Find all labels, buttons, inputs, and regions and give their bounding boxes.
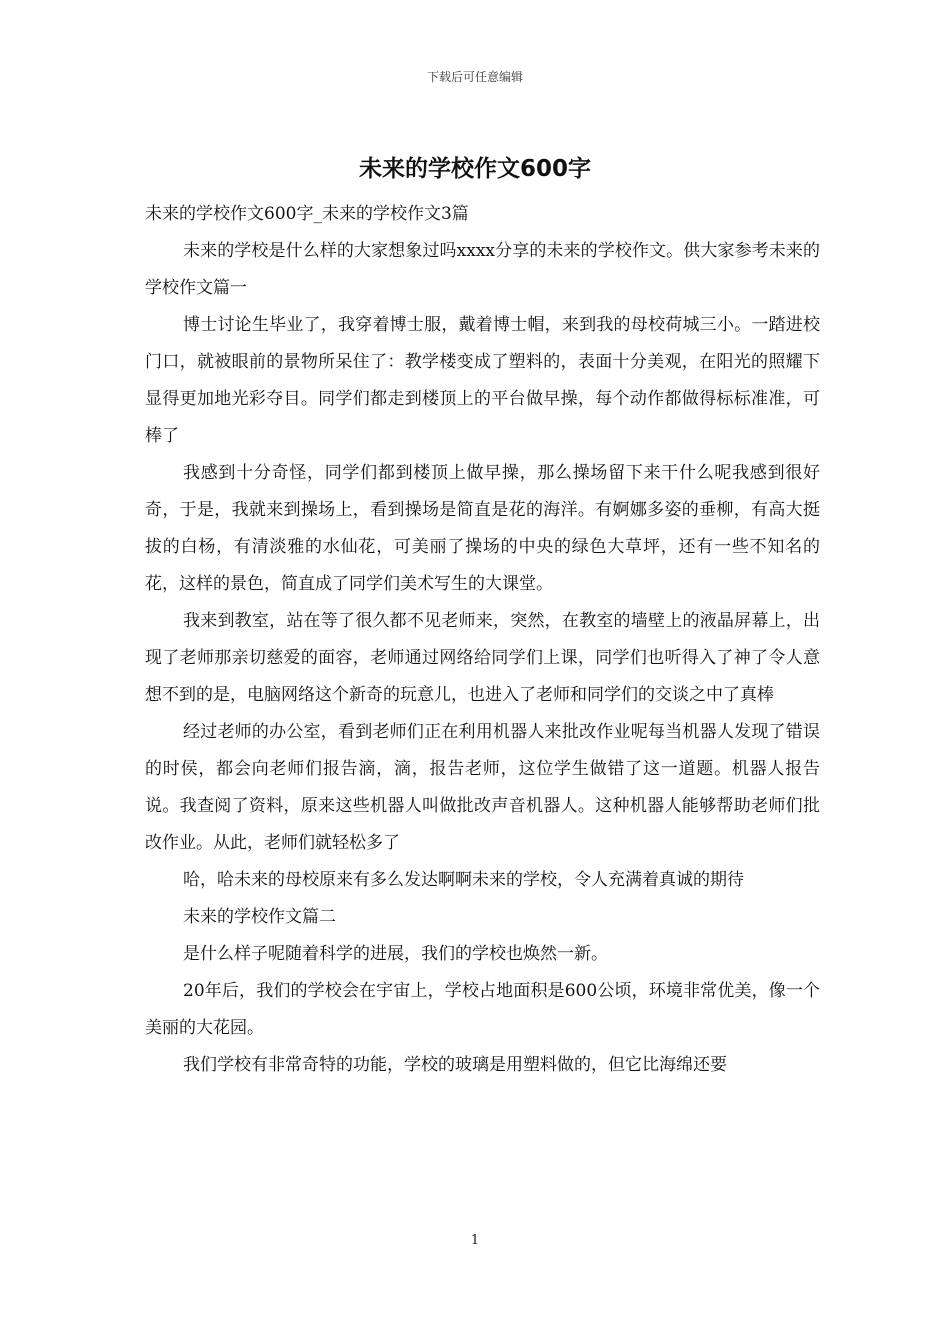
header-note: 下载后可任意编辑 xyxy=(426,70,523,84)
page-number: 1 xyxy=(470,1233,480,1248)
paragraph-essay-two-intro: 是什么样子呢随着科学的进展，我们的学校也焕然一新。 xyxy=(183,944,608,964)
paragraph-essay-two-features: 我们学校有非常奇特的功能，学校的玻璃是用塑料做的，但它比海绵还要 xyxy=(183,1055,727,1075)
paragraph-graduation: 博士讨论生毕业了，我穿着博士服，戴着博士帽，来到我的母校荷城三小。一踏进校门口，就被眼前的景物所呆住了：教学楼变成了塑料的，表面十分美观，在阳光的照耀下显得更加地光彩夺目。同学们都走到楼顶上的平台做早操，每个动作都做得标标准准，可棒了 xyxy=(145,315,820,446)
paragraph-playground: 我感到十分奇怪，同学们都到楼顶上做早操，那么操场留下来干什么呢我感到很好奇，于是，我就来到操场上，看到操场是简直是花的海洋。有婀娜多姿的垂柳，有高大挺拔的白杨，有清淡雅的水仙花，可美丽了操场的中央的绿色大草坪，还有一些不知名的花，这样的景色，简直成了同学们美术写生的大课堂。 xyxy=(145,463,820,594)
document-body xyxy=(145,196,820,1084)
paragraph-classroom: 我来到教室，站在等了很久都不见老师来，突然，在教室的墙壁上的液晶屏幕上，出现了老师那亲切慈爱的面容，老师通过网络给同学们上课，同学们也听得入了神了令人意想不到的是，电脑网络这个新奇的玩意儿，也进入了老师和同学们的交谈之中了真棒 xyxy=(145,611,820,705)
paragraph-conclusion: 哈，哈未来的母校原来有多么发达啊啊未来的学校，令人充满着真诚的期待 xyxy=(183,870,744,890)
document-subtitle: 未来的学校作文600字_未来的学校作文3篇 xyxy=(145,204,469,224)
section-heading-essay-two: 未来的学校作文篇二 xyxy=(183,907,336,927)
document-title: 未来的学校作文600字 xyxy=(358,156,591,182)
paragraph-office: 经过老师的办公室，看到老师们正在利用机器人来批改作业呢每当机器人发现了错误的时侯，都会向老师们报告滴，滴，报告老师，这位学生做错了这一道题。机器人报告说。我查阅了资料，原来这些机器人叫做批改声音机器人。这种机器人能够帮助老师们批改作业。从此，老师们就轻松多了 xyxy=(145,722,820,853)
paragraph-essay-two-future: 20年后，我们的学校会在宇宙上，学校占地面积是600公顷，环境非常优美，像一个美丽的大花园。 xyxy=(145,981,820,1038)
paragraph-intro: 未来的学校是什么样的大家想象过吗xxxx分享的未来的学校作文。供大家参考未来的学校作文篇一 xyxy=(145,241,820,298)
